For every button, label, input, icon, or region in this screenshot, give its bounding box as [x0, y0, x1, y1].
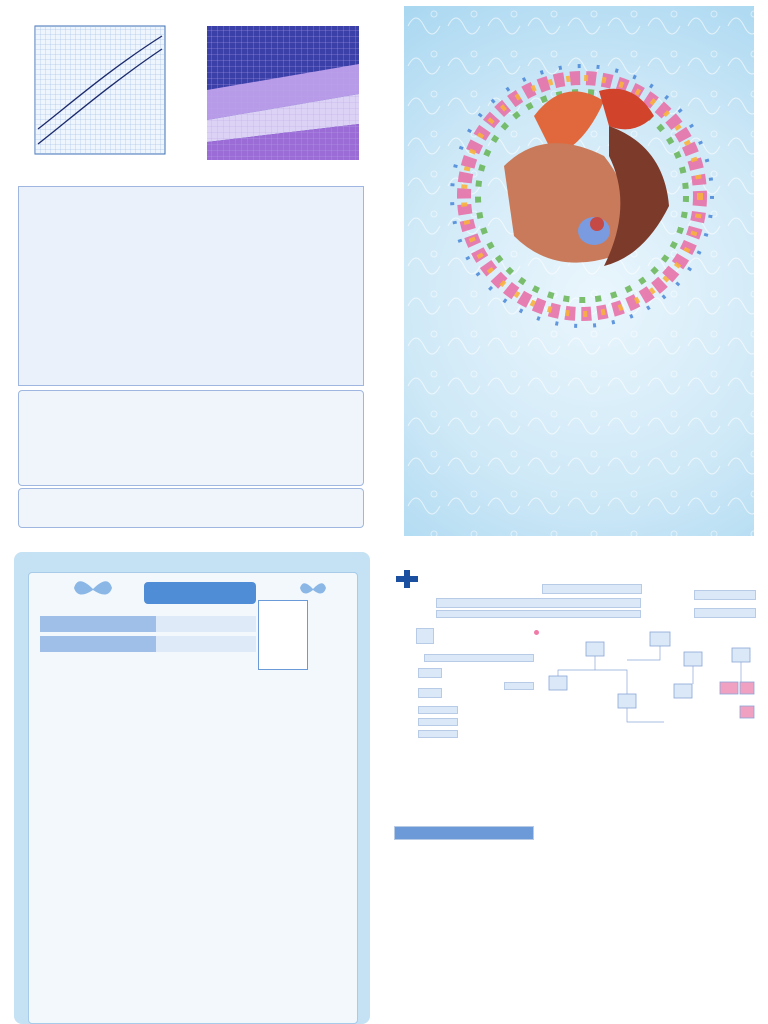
cover-page: [404, 6, 754, 536]
butterfly-icon: [70, 574, 116, 604]
nis-field[interactable]: [156, 636, 256, 652]
parto-section: [18, 390, 364, 486]
estado-civil-radio[interactable]: [534, 630, 539, 635]
planejada-field[interactable]: [504, 682, 534, 690]
cover-illustration: [404, 6, 754, 536]
butterfly-icon-right: [298, 578, 328, 600]
gestacoes-tree: [544, 630, 758, 740]
puerperio-section: [18, 488, 364, 528]
nutrition-chart: [205, 24, 365, 164]
identification-title: [144, 582, 256, 604]
photo-placeholder[interactable]: [258, 600, 308, 670]
nome-field[interactable]: [436, 598, 641, 608]
dum-field[interactable]: [418, 706, 458, 714]
peso-field[interactable]: [418, 668, 442, 678]
identification-page: [14, 552, 370, 1024]
sus-record-page: [394, 560, 760, 1024]
instrucao-field[interactable]: [424, 654, 534, 662]
exames-header: [394, 826, 534, 840]
cidade-field[interactable]: [694, 608, 756, 618]
altura-field[interactable]: [418, 688, 442, 698]
dpp-eco-field[interactable]: [418, 730, 458, 738]
unidade-field[interactable]: [542, 584, 642, 594]
sus-cross-icon: [396, 570, 418, 588]
cartao-sus-bar: [40, 616, 256, 632]
cartao-sus-field[interactable]: [156, 616, 256, 632]
dpp-field[interactable]: [418, 718, 458, 726]
consultation-page: [0, 0, 384, 536]
como-quer-field[interactable]: [694, 590, 756, 600]
endereco-field[interactable]: [436, 610, 641, 618]
uterine-height-chart: [20, 24, 170, 164]
nis-bar: [40, 636, 256, 652]
sus-logo: [396, 570, 418, 588]
consultation-table: [18, 186, 364, 386]
idade-field[interactable]: [416, 628, 434, 644]
